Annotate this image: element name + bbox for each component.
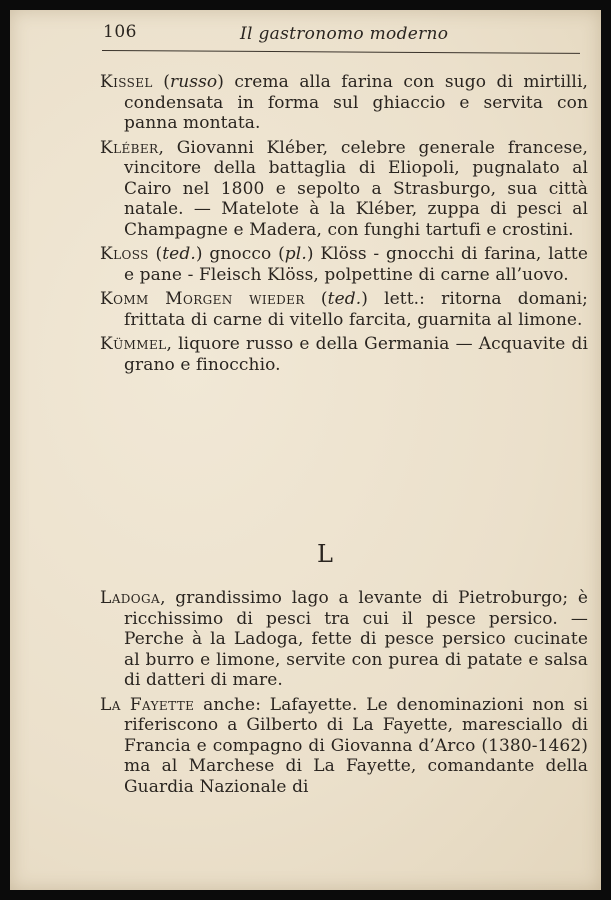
plural-note: pl. bbox=[284, 244, 307, 264]
headword: Kümmel bbox=[100, 334, 167, 354]
entries-k bbox=[100, 72, 588, 379]
section-letter: L bbox=[317, 540, 334, 568]
definition: lett.: ritorna domani; frittata di carne di vitello farcita, guarnita al limone. bbox=[124, 289, 588, 330]
language-note: ted. bbox=[162, 244, 196, 264]
headword: Kloss bbox=[100, 244, 149, 264]
book-page bbox=[10, 10, 601, 890]
headword: La Fayette bbox=[100, 694, 195, 715]
page-number: 106 bbox=[103, 22, 137, 42]
language-note: russo bbox=[169, 72, 218, 92]
running-title: Il gastronomo moderno bbox=[240, 24, 449, 44]
headword: Kléber bbox=[100, 137, 159, 158]
definition: crema alla farina con sugo di mirtilli, condensata in forma sul ghiaccio e servita con panna montata. bbox=[124, 72, 588, 133]
language-note: ted. bbox=[327, 289, 362, 309]
definition: anche: Lafayette. Le denominazioni non si riferiscono a Gilberto di La Fayette, maresciallo di Francia e compagno di Giovanna d’Arco (1380-1462) ma al Marchese di La Fayette, comandante della Guardia Nazionale di bbox=[124, 694, 588, 797]
headword: Komm Morgen wieder bbox=[100, 289, 305, 309]
definition: , grandissimo lago a levante di Pietroburgo; è ricchissimo di pesci tra cui il pesce persico. — Perche à la Ladoga, fette di pesce persico cucinate al burro e limone, servite con purea di patate e salsa di datteri di mare. bbox=[124, 588, 588, 690]
entry-ladoga bbox=[100, 588, 588, 691]
entry-komm-morgen-wieder: Komm Morgen wieder (ted.) lett.: ritorna domani; frittata di carne di vitello farcita, guarnita al limone. bbox=[100, 289, 588, 330]
definition: , liquore russo e della Germania — Acquavite di grano e finocchio. bbox=[124, 334, 588, 375]
definition-part-a: gnocco bbox=[202, 244, 279, 264]
entry-la-fayette bbox=[100, 695, 588, 798]
entry-kloss: Kloss (ted.) gnocco (pl.) Klöss - gnocchi di farina, latte e pane - Fleisch Klöss, polpettine di carne all’uovo. bbox=[100, 244, 588, 285]
definition: , Giovanni Kléber, celebre generale francese, vincitore della battaglia di Eliopoli, pugnalato al Cairo nel 1800 e sepolto a Strasburgo, sua città natale. — Matelote à la Kléber, zuppa di pesci al Champagne e Madera, con funghi tartufi e crostini. bbox=[124, 137, 588, 240]
definition-part-b: Klöss - gnocchi di farina, latte e pane - Fleisch Klöss, polpettine di carne all’uovo. bbox=[124, 244, 588, 285]
headword: Ladoga bbox=[100, 588, 161, 608]
headword: Kissel bbox=[100, 72, 153, 92]
header-rule bbox=[102, 50, 580, 54]
entry-kissel: Kissel (russo) crema alla farina con sugo di mirtilli, condensata in forma sul ghiaccio e servita con panna montata. bbox=[100, 72, 588, 133]
entries-l bbox=[100, 588, 588, 801]
entry-kummel bbox=[100, 334, 588, 375]
entry-kleber bbox=[100, 138, 588, 241]
